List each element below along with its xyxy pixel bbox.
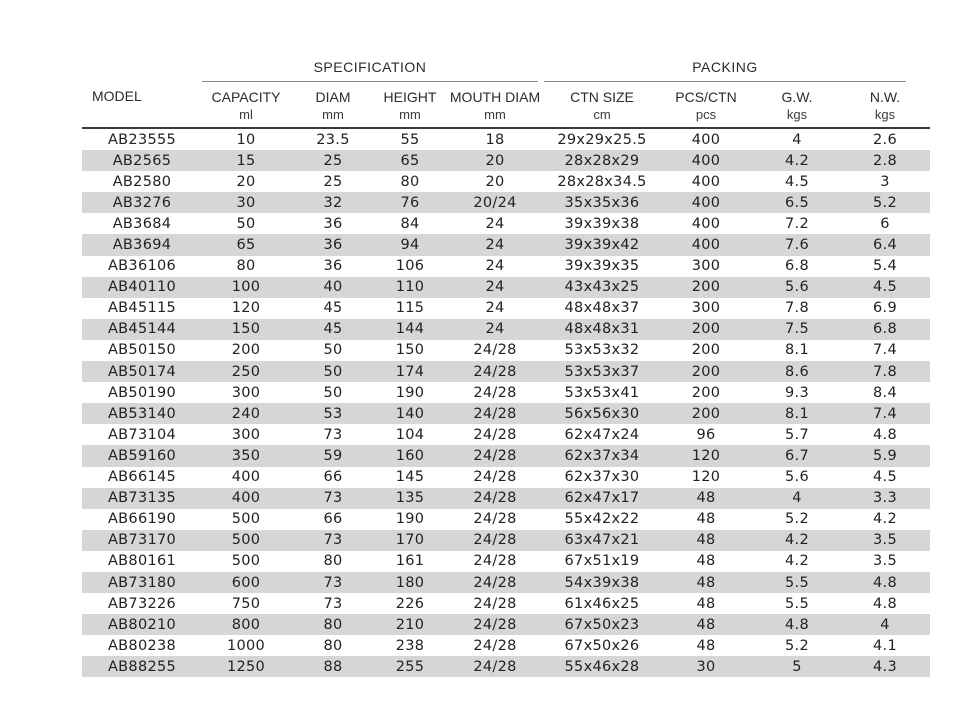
cell-pcs-ctn: 200 [691,405,721,422]
cell-height: 238 [395,637,425,654]
cell-gross-weight: 7.5 [785,321,809,338]
cell-height: 190 [395,511,425,528]
cell-net-weight: 2.6 [873,131,897,148]
table-row [82,171,930,192]
cell-mouth-diam: 24 [485,279,505,296]
cell-height: 144 [395,321,425,338]
header-label: MODEL [92,88,142,104]
cell-ctn-size: 39x39x42 [564,237,640,254]
header-pcs-ctn [658,87,754,123]
cell-pcs-ctn: 96 [696,426,716,443]
cell-diam: 25 [323,173,343,190]
cell-model: AB73135 [107,490,177,507]
header-label: DIAM [315,88,351,105]
cell-mouth-diam: 20 [485,173,505,190]
cell-diam: 59 [323,447,343,464]
cell-pcs-ctn: 120 [691,469,721,486]
column-header-row [82,82,930,129]
cell-diam: 50 [323,384,343,401]
table-row [82,277,930,298]
header-gross-weight [754,87,840,123]
cell-model: AB3684 [112,215,172,232]
cell-pcs-ctn: 400 [691,152,721,169]
cell-ctn-size: 48x48x31 [564,321,640,338]
table-row [82,445,930,466]
cell-gross-weight: 7.6 [785,237,809,254]
cell-pcs-ctn: 48 [696,637,716,654]
header-ctn-size [546,87,658,123]
cell-net-weight: 4.3 [873,658,897,675]
header-net-weight [840,87,930,123]
cell-ctn-size: 53x53x32 [564,342,640,359]
header-unit: pcs [695,106,717,122]
header-height [376,87,444,123]
header-unit: mm [484,106,506,122]
cell-mouth-diam: 24/28 [473,658,517,675]
cell-pcs-ctn: 48 [696,511,716,528]
cell-model: AB80161 [107,553,177,570]
cell-capacity: 15 [236,152,256,169]
cell-capacity: 10 [236,131,256,148]
cell-capacity: 300 [231,384,261,401]
cell-pcs-ctn: 400 [691,215,721,232]
cell-net-weight: 4.8 [873,595,897,612]
cell-height: 135 [395,490,425,507]
cell-gross-weight: 5.6 [785,279,809,296]
header-label: MOUTH DIAM [449,88,541,105]
cell-mouth-diam: 24/28 [473,384,517,401]
cell-gross-weight: 8.6 [785,363,809,380]
cell-net-weight: 2.8 [873,152,897,169]
cell-height: 160 [395,447,425,464]
header-unit: mm [399,106,421,122]
cell-gross-weight: 4 [792,490,802,507]
cell-net-weight: 5.9 [873,447,897,464]
cell-model: AB88255 [107,658,177,675]
cell-pcs-ctn: 400 [691,237,721,254]
cell-gross-weight: 5.5 [785,595,809,612]
cell-net-weight: 3.3 [873,490,897,507]
cell-model: AB40110 [107,279,177,296]
cell-diam: 80 [323,616,343,633]
header-unit: ml [239,106,253,122]
cell-net-weight: 7.4 [873,405,897,422]
cell-capacity: 350 [231,447,261,464]
cell-height: 106 [395,258,425,275]
header-diam [290,87,376,123]
cell-diam: 73 [323,595,343,612]
cell-mouth-diam: 24/28 [473,490,517,507]
cell-height: 55 [400,131,420,148]
cell-net-weight: 4.5 [873,469,897,486]
cell-model: AB73170 [107,532,177,549]
table-row [82,488,930,509]
cell-gross-weight: 5.2 [785,511,809,528]
cell-pcs-ctn: 48 [696,532,716,549]
cell-mouth-diam: 24/28 [473,469,517,486]
cell-capacity: 200 [231,342,261,359]
cell-pcs-ctn: 400 [691,194,721,211]
cell-gross-weight: 7.2 [785,215,809,232]
cell-gross-weight: 7.8 [785,300,809,317]
cell-mouth-diam: 24/28 [473,363,517,380]
table-row [82,656,930,677]
cell-height: 65 [400,152,420,169]
cell-ctn-size: 67x50x26 [564,637,640,654]
cell-diam: 80 [323,637,343,654]
cell-ctn-size: 62x37x34 [564,447,640,464]
cell-pcs-ctn: 200 [691,384,721,401]
cell-diam: 73 [323,532,343,549]
table-row [82,593,930,614]
cell-mouth-diam: 24/28 [473,595,517,612]
cell-pcs-ctn: 200 [691,279,721,296]
cell-ctn-size: 56x56x30 [564,405,640,422]
cell-model: AB45115 [107,300,177,317]
cell-diam: 36 [323,237,343,254]
cell-model: AB73180 [107,574,177,591]
table-row [82,213,930,234]
cell-net-weight: 3.5 [873,532,897,549]
cell-net-weight: 4.2 [873,511,897,528]
cell-diam: 23.5 [316,131,350,148]
cell-mouth-diam: 24 [485,300,505,317]
cell-diam: 36 [323,215,343,232]
cell-height: 161 [395,553,425,570]
cell-ctn-size: 62x47x24 [564,426,640,443]
cell-pcs-ctn: 300 [691,300,721,317]
cell-gross-weight: 4.2 [785,553,809,570]
header-unit: cm [593,106,611,122]
cell-pcs-ctn: 300 [691,258,721,275]
cell-pcs-ctn: 400 [691,173,721,190]
cell-gross-weight: 5.2 [785,637,809,654]
cell-ctn-size: 29x29x25.5 [557,131,647,148]
header-capacity [202,87,290,123]
cell-net-weight: 4.1 [873,637,897,654]
cell-height: 150 [395,342,425,359]
table-row [82,382,930,403]
cell-ctn-size: 55x42x22 [564,511,640,528]
cell-net-weight: 4.8 [873,426,897,443]
cell-height: 115 [395,300,425,317]
table-row [82,403,930,424]
header-unit: mm [322,106,344,122]
cell-ctn-size: 62x47x17 [564,490,640,507]
cell-pcs-ctn: 48 [696,574,716,591]
cell-ctn-size: 39x39x38 [564,215,640,232]
table-row [82,509,930,530]
cell-gross-weight: 6.7 [785,447,809,464]
header-label: CTN SIZE [570,88,634,105]
cell-capacity: 50 [236,215,256,232]
cell-pcs-ctn: 200 [691,363,721,380]
header-unit: kgs [874,106,896,122]
cell-height: 110 [395,279,425,296]
cell-ctn-size: 63x47x21 [564,532,640,549]
cell-net-weight: 3.5 [873,553,897,570]
table-row [82,635,930,656]
header-mouth-diam [444,87,546,123]
header-label: N.W. [869,88,901,105]
cell-pcs-ctn: 48 [696,616,716,633]
table-body [82,129,930,677]
group-packing: PACKING [544,59,906,82]
cell-gross-weight: 8.1 [785,342,809,359]
spec-table [82,52,930,677]
cell-model: AB80210 [107,616,177,633]
cell-ctn-size: 55x46x28 [564,658,640,675]
cell-mouth-diam: 24/28 [473,511,517,528]
cell-gross-weight: 4.2 [785,532,809,549]
table-row [82,572,930,593]
table-row [82,614,930,635]
cell-height: 190 [395,384,425,401]
cell-model: AB80238 [107,637,177,654]
cell-ctn-size: 67x50x23 [564,616,640,633]
cell-diam: 25 [323,152,343,169]
header-label: PCS/CTN [675,88,737,105]
cell-net-weight: 6.9 [873,300,897,317]
cell-model: AB2580 [112,173,172,190]
cell-net-weight: 5.4 [873,258,897,275]
cell-diam: 80 [323,553,343,570]
cell-diam: 66 [323,511,343,528]
cell-capacity: 750 [231,595,261,612]
cell-gross-weight: 4 [792,131,802,148]
cell-ctn-size: 43x43x25 [564,279,640,296]
cell-height: 104 [395,426,425,443]
cell-mouth-diam: 24/28 [473,616,517,633]
cell-height: 145 [395,469,425,486]
cell-mouth-diam: 24/28 [473,405,517,422]
cell-capacity: 20 [236,173,256,190]
cell-ctn-size: 28x28x29 [564,152,640,169]
cell-diam: 66 [323,469,343,486]
cell-model: AB3694 [112,237,172,254]
cell-model: AB50150 [107,342,177,359]
cell-height: 210 [395,616,425,633]
cell-mouth-diam: 18 [485,131,505,148]
cell-height: 226 [395,595,425,612]
cell-ctn-size: 62x37x30 [564,469,640,486]
cell-net-weight: 4.5 [873,279,897,296]
cell-gross-weight: 9.3 [785,384,809,401]
cell-net-weight: 4 [880,616,890,633]
cell-mouth-diam: 24 [485,215,505,232]
cell-height: 84 [400,215,420,232]
cell-height: 180 [395,574,425,591]
cell-diam: 73 [323,574,343,591]
cell-mouth-diam: 20/24 [473,194,517,211]
cell-model: AB66190 [107,511,177,528]
cell-mouth-diam: 24 [485,237,505,254]
cell-mouth-diam: 24/28 [473,447,517,464]
cell-model: AB23555 [107,131,177,148]
cell-ctn-size: 67x51x19 [564,553,640,570]
cell-gross-weight: 8.1 [785,405,809,422]
cell-capacity: 250 [231,363,261,380]
cell-net-weight: 3 [880,173,890,190]
table-row [82,361,930,382]
cell-model: AB50174 [107,363,177,380]
table-row [82,551,930,572]
cell-gross-weight: 5 [792,658,802,675]
table-row [82,467,930,488]
cell-capacity: 100 [231,279,261,296]
cell-mouth-diam: 24 [485,258,505,275]
cell-diam: 73 [323,426,343,443]
cell-net-weight: 6.4 [873,237,897,254]
cell-diam: 53 [323,405,343,422]
cell-model: AB50190 [107,384,177,401]
cell-ctn-size: 39x39x35 [564,258,640,275]
table-row [82,424,930,445]
cell-mouth-diam: 24/28 [473,342,517,359]
cell-ctn-size: 53x53x37 [564,363,640,380]
table-row [82,234,930,255]
cell-model: AB73104 [107,426,177,443]
cell-capacity: 120 [231,300,261,317]
cell-diam: 36 [323,258,343,275]
cell-ctn-size: 53x53x41 [564,384,640,401]
header-model [82,82,202,105]
cell-capacity: 80 [236,258,256,275]
cell-capacity: 150 [231,321,261,338]
cell-height: 255 [395,658,425,675]
cell-diam: 45 [323,321,343,338]
cell-height: 80 [400,173,420,190]
cell-capacity: 500 [231,511,261,528]
cell-model: AB59160 [107,447,177,464]
cell-capacity: 240 [231,405,261,422]
cell-model: AB2565 [112,152,172,169]
table-row [82,298,930,319]
cell-height: 174 [395,363,425,380]
cell-net-weight: 7.4 [873,342,897,359]
cell-gross-weight: 6.8 [785,258,809,275]
cell-capacity: 600 [231,574,261,591]
cell-height: 170 [395,532,425,549]
cell-gross-weight: 4.8 [785,616,809,633]
cell-mouth-diam: 24/28 [473,637,517,654]
cell-mouth-diam: 24 [485,321,505,338]
cell-mouth-diam: 20 [485,152,505,169]
table-row [82,150,930,171]
cell-pcs-ctn: 200 [691,342,721,359]
cell-capacity: 300 [231,426,261,443]
cell-capacity: 400 [231,469,261,486]
cell-capacity: 500 [231,553,261,570]
cell-model: AB66145 [107,469,177,486]
table-row [82,530,930,551]
cell-pcs-ctn: 400 [691,131,721,148]
header-label: CAPACITY [211,88,281,105]
cell-model: AB45144 [107,321,177,338]
cell-model: AB73226 [107,595,177,612]
cell-model: AB36106 [107,258,177,275]
cell-pcs-ctn: 48 [696,553,716,570]
cell-diam: 45 [323,300,343,317]
cell-capacity: 30 [236,194,256,211]
header-label: HEIGHT [383,88,437,105]
cell-mouth-diam: 24/28 [473,574,517,591]
cell-capacity: 500 [231,532,261,549]
table-row [82,340,930,361]
cell-gross-weight: 6.5 [785,194,809,211]
cell-net-weight: 6.8 [873,321,897,338]
cell-diam: 50 [323,342,343,359]
cell-mouth-diam: 24/28 [473,426,517,443]
cell-ctn-size: 54x39x38 [564,574,640,591]
cell-capacity: 1000 [226,637,266,654]
cell-gross-weight: 4.5 [785,173,809,190]
cell-mouth-diam: 24/28 [473,553,517,570]
cell-pcs-ctn: 48 [696,490,716,507]
cell-pcs-ctn: 48 [696,595,716,612]
table-row [82,129,930,150]
cell-diam: 73 [323,490,343,507]
cell-capacity: 65 [236,237,256,254]
group-specification: SPECIFICATION [202,59,538,82]
cell-gross-weight: 5.5 [785,574,809,591]
cell-capacity: 800 [231,616,261,633]
table-row [82,192,930,213]
cell-height: 76 [400,194,420,211]
cell-diam: 50 [323,363,343,380]
cell-gross-weight: 5.6 [785,469,809,486]
header-unit: kgs [786,106,808,122]
cell-height: 94 [400,237,420,254]
cell-diam: 88 [323,658,343,675]
cell-pcs-ctn: 30 [696,658,716,675]
cell-height: 140 [395,405,425,422]
cell-net-weight: 5.2 [873,194,897,211]
cell-gross-weight: 4.2 [785,152,809,169]
cell-ctn-size: 35x35x36 [564,194,640,211]
cell-diam: 40 [323,279,343,296]
header-label: G.W. [781,88,813,105]
cell-capacity: 400 [231,490,261,507]
cell-diam: 32 [323,194,343,211]
cell-gross-weight: 5.7 [785,426,809,443]
cell-net-weight: 7.8 [873,363,897,380]
cell-ctn-size: 61x46x25 [564,595,640,612]
cell-capacity: 1250 [226,658,266,675]
cell-net-weight: 8.4 [873,384,897,401]
table-row [82,319,930,340]
cell-ctn-size: 28x28x34.5 [557,173,647,190]
table-row [82,256,930,277]
cell-model: AB53140 [107,405,177,422]
cell-pcs-ctn: 200 [691,321,721,338]
cell-net-weight: 6 [880,215,890,232]
cell-net-weight: 4.8 [873,574,897,591]
cell-model: AB3276 [112,194,172,211]
cell-mouth-diam: 24/28 [473,532,517,549]
cell-ctn-size: 48x48x37 [564,300,640,317]
group-header-row [82,52,930,82]
cell-pcs-ctn: 120 [691,447,721,464]
